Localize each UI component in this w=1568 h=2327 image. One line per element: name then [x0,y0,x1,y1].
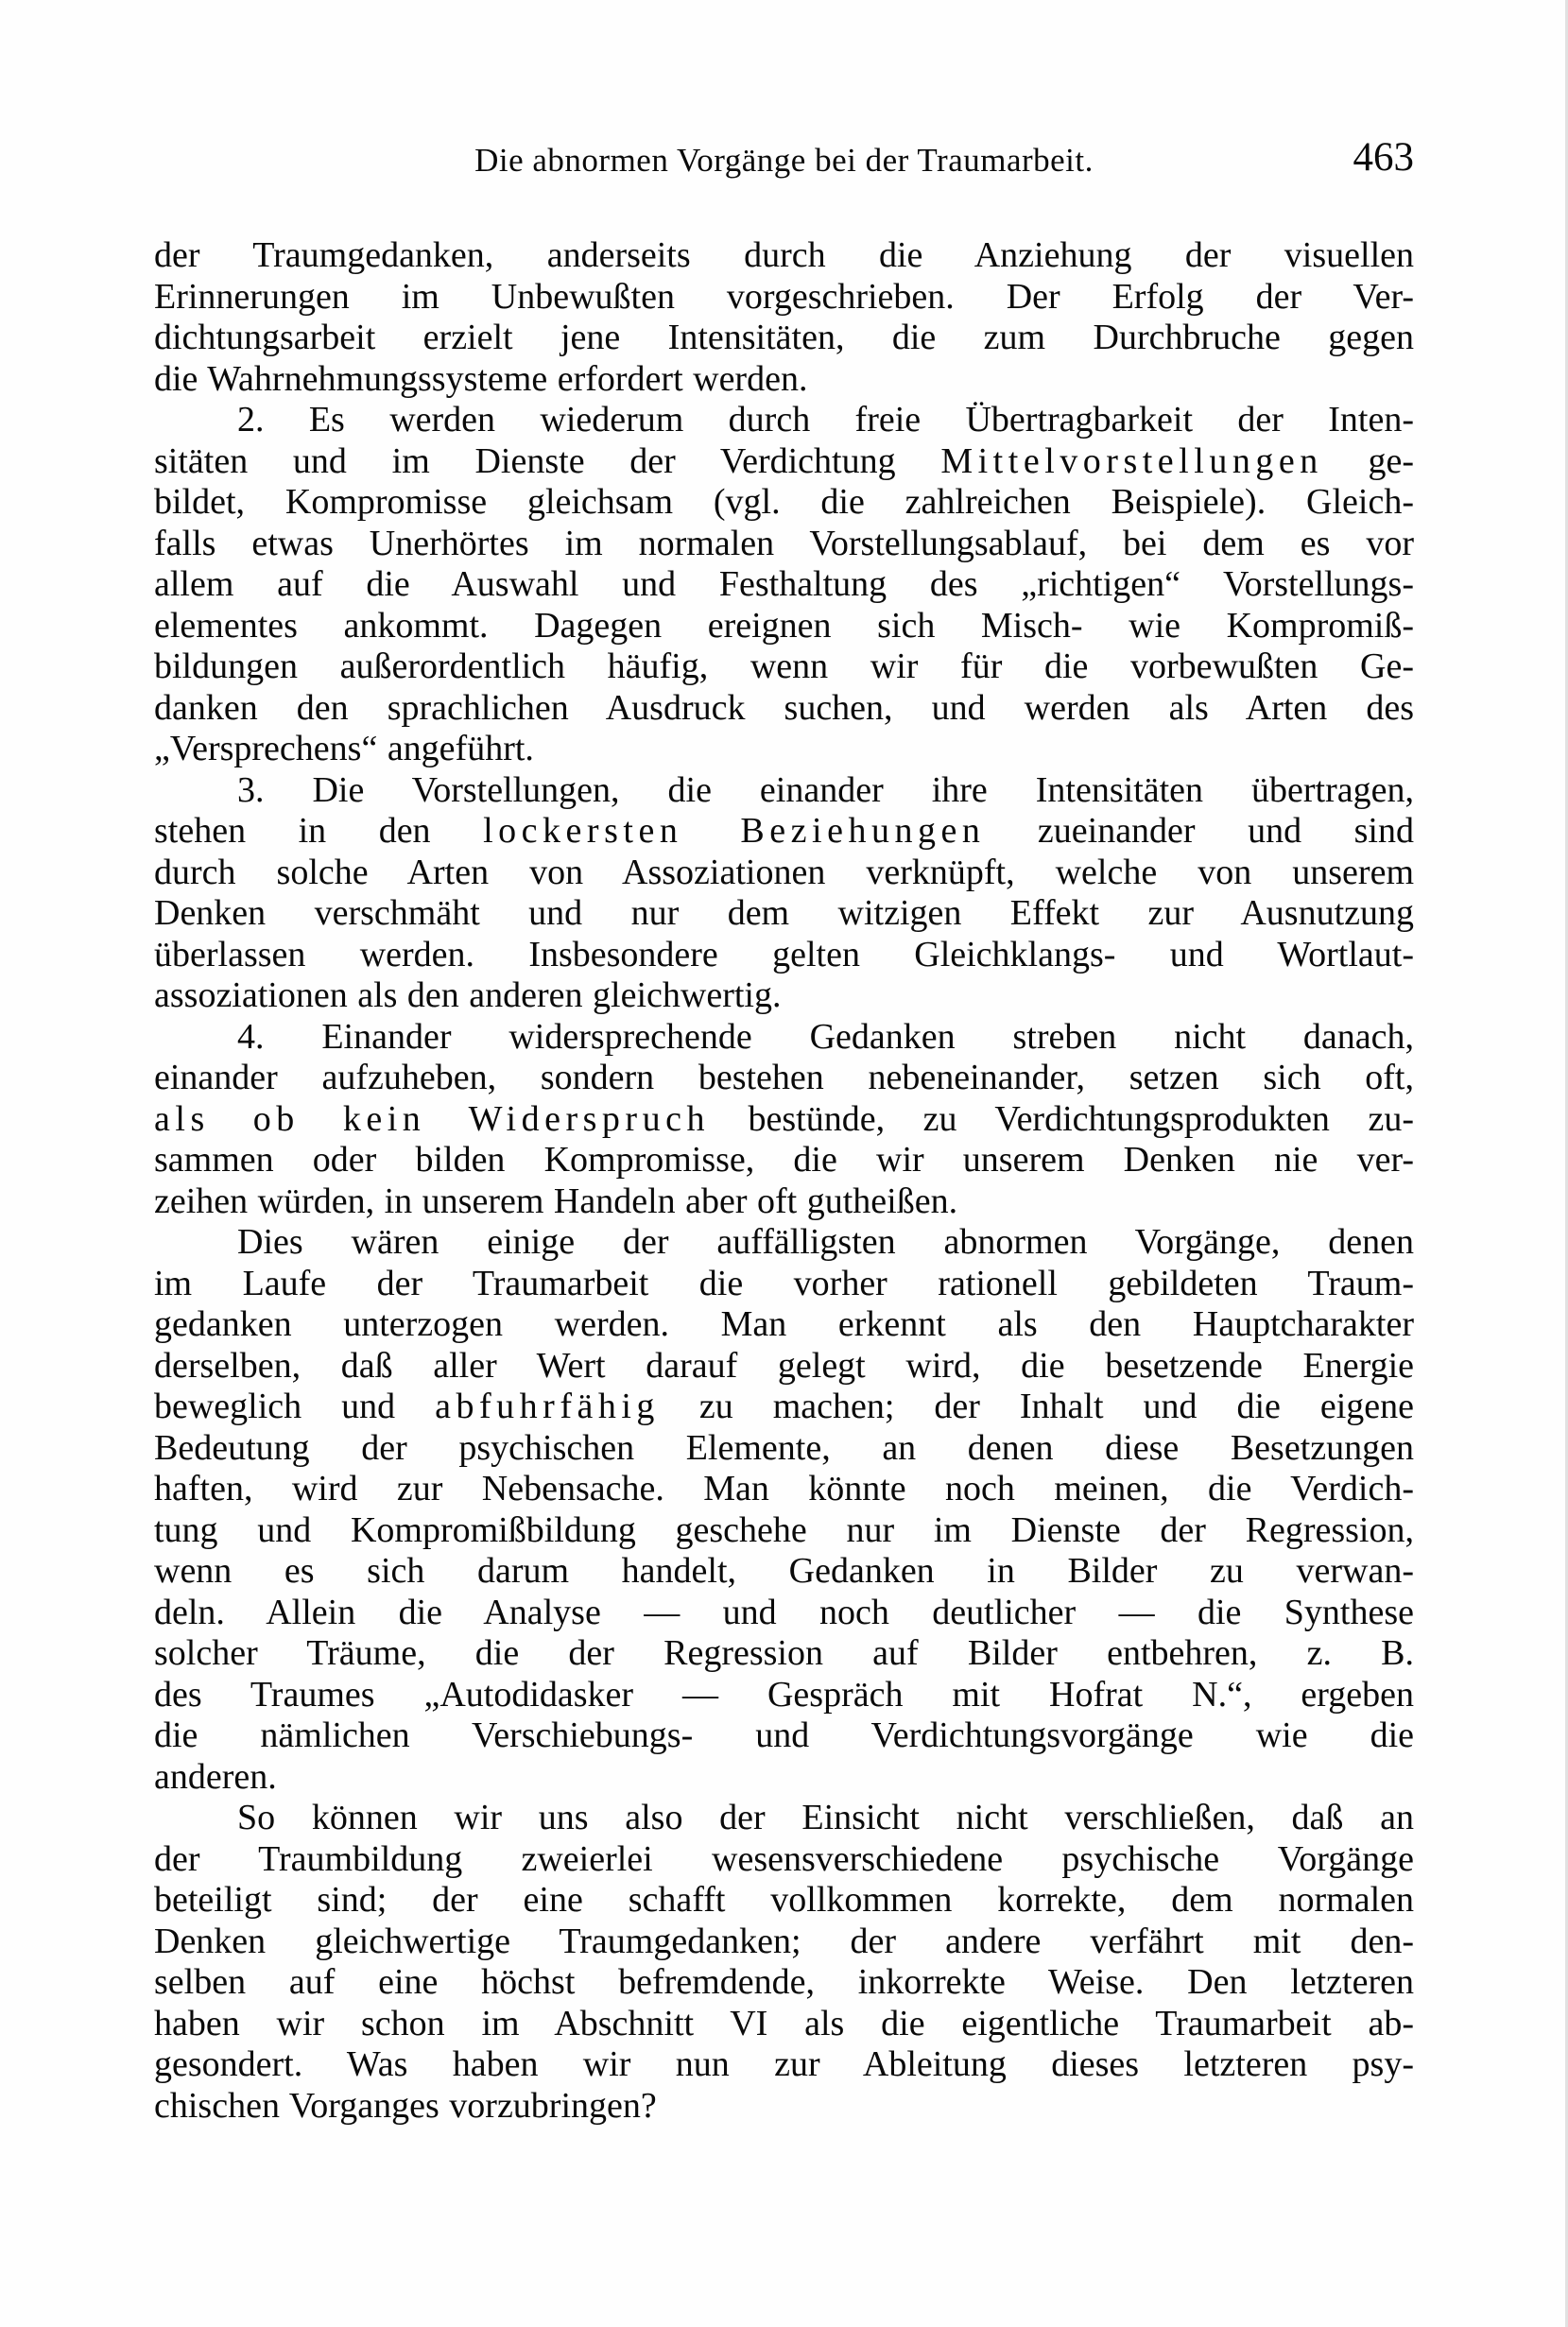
text-line: Denken gleichwertige Traumgedanken; der andere verfährt mit den- [154,1921,1414,1961]
paragraph [154,235,1414,400]
text-line: chischen Vorganges vorzubringen? [154,2085,657,2126]
paragraph [154,1798,1414,2127]
text-line: bildet, Kompromisse gleichsam (vgl. die zahlreichen Beispiele). Gleich- [154,482,1414,522]
text-line: die nämlichen Verschiebungs- und Verdichtungsvorgänge wie die [154,1715,1414,1755]
text-line: zeihen würden, in unserem Handeln aber oft gutheißen. [154,1181,958,1221]
page-header [154,135,1414,187]
paragraph [154,1017,1414,1223]
text-line: Dies wären einige der auffälligsten abnormen Vorgänge, denen [237,1222,1414,1262]
text-line: selben auf eine höchst befremdende, inkorrekte Weise. Den letzteren [154,1962,1414,2002]
text-line: „Versprechens“ angeführt. [154,729,534,768]
text-line: assoziationen als den anderen gleichwertig. [154,975,782,1015]
text-line: So können wir uns also der Einsicht nicht verschließen, daß an [237,1798,1414,1837]
text-line: sitäten und im Dienste der Verdichtung Mittelvorstellungen ge- [154,440,1414,481]
text-line: Bedeutung der psychischen Elemente, an denen diese Besetzungen [154,1427,1414,1468]
text-line: danken den sprachlichen Ausdruck suchen, und werden als Arten des [154,687,1414,728]
emphasized-text: Mittelvorstellungen [940,440,1323,481]
text-line: haften, wird zur Nebensache. Man könnte noch meinen, die Verdich- [154,1469,1414,1508]
page-body [154,235,1414,2127]
text-line: einander aufzuheben, sondern bestehen nebeneinander, setzen sich oft, [154,1058,1414,1097]
text-line: 4. Einander widersprechende Gedanken streben nicht danach, [237,1016,1414,1057]
page-number: 463 [1353,135,1414,180]
text-line: gesondert. Was haben wir nun zur Ableitung dieses letzteren psy- [154,2044,1414,2084]
text-line: elementes ankommt. Dagegen ereignen sich Misch- wie Kompromiß- [154,605,1414,646]
paragraph [154,1222,1414,1798]
text-line: im Laufe der Traumarbeit die vorher rationell gebildeten Traum- [154,1263,1414,1303]
running-title: Die abnormen Vorgänge bei der Traumarbeit. [474,142,1094,179]
text-line: 2. Es werden wiederum durch freie Übertragbarkeit der Inten- [237,400,1414,440]
text-line: dichtungsarbeit erzielt jene Intensitäten, die zum Durchbruche gegen [154,318,1414,357]
text-line: deln. Allein die Analyse — und noch deutlicher — die Synthese [154,1592,1414,1632]
text-line: der Traumgedanken, anderseits durch die Anziehung der visuellen [154,235,1414,275]
text-line: beteiligt sind; der eine schafft vollkommen korrekte, dem normalen [154,1880,1414,1920]
text-line: 3. Die Vorstellungen, die einander ihre Intensitäten übertragen, [237,769,1414,810]
text-line: die Wahrnehmungssysteme erfordert werden. [154,358,808,399]
emphasized-text: als ob kein Widerspruch [154,1098,710,1139]
paragraph [154,400,1414,770]
text-line: derselben, daß aller Wert darauf gelegt wird, die besetzende Energie [154,1345,1414,1386]
text-line: falls etwas Unerhörtes im normalen Vorstellungsablauf, bei dem es vor [154,523,1414,563]
emphasized-text: lockersten Beziehungen [483,811,986,851]
paragraph [154,770,1414,1017]
text-line: überlassen werden. Insbesondere gelten Gleichklangs- und Wortlaut- [154,934,1414,974]
text-line: stehen in den lockersten Beziehungen zueinander und sind [154,811,1414,851]
text-line: anderen. [154,1756,277,1797]
text-line: beweglich und abfuhrfähig zu machen; der Inhalt und die eigene [154,1387,1414,1426]
text-line: durch solche Arten von Assoziationen verknüpft, welche von unserem [154,852,1414,892]
text-line: allem auf die Auswahl und Festhaltung des „richtigen“ Vorstellungs- [154,564,1414,604]
text-line: gedanken unterzogen werden. Man erkennt als den Hauptcharakter [154,1304,1414,1344]
text-line: der Traumbildung zweierlei wesensverschiedene psychische Vorgänge [154,1838,1414,1879]
emphasized-text: abfuhrfähig [435,1387,660,1426]
text-line: wenn es sich darum handelt, Gedanken in Bilder zu verwan- [154,1551,1414,1591]
text-line: bildungen außerordentlich häufig, wenn wir für die vorbewußten Ge- [154,646,1414,686]
text-line: als ob kein Widerspruch bestünde, zu Verdichtungsprodukten zu- [154,1098,1414,1139]
text-line: haben wir schon im Abschnitt VI als die eigentliche Traumarbeit ab- [154,2003,1414,2043]
text-line: des Traumes „Autodidasker — Gespräch mit Hofrat N.“, ergeben [154,1674,1414,1715]
text-line: Erinnerungen im Unbewußten vorgeschrieben. Der Erfolg der Ver- [154,276,1414,317]
text-line: Denken verschmäht und nur dem witzigen Effekt zur Ausnutzung [154,893,1414,933]
text-line: sammen oder bilden Kompromisse, die wir unserem Denken nie ver- [154,1140,1414,1180]
text-line: tung und Kompromißbildung geschehe nur im Dienste der Regression, [154,1509,1414,1550]
text-line: solcher Träume, die der Regression auf Bilder entbehren, z. B. [154,1633,1414,1673]
